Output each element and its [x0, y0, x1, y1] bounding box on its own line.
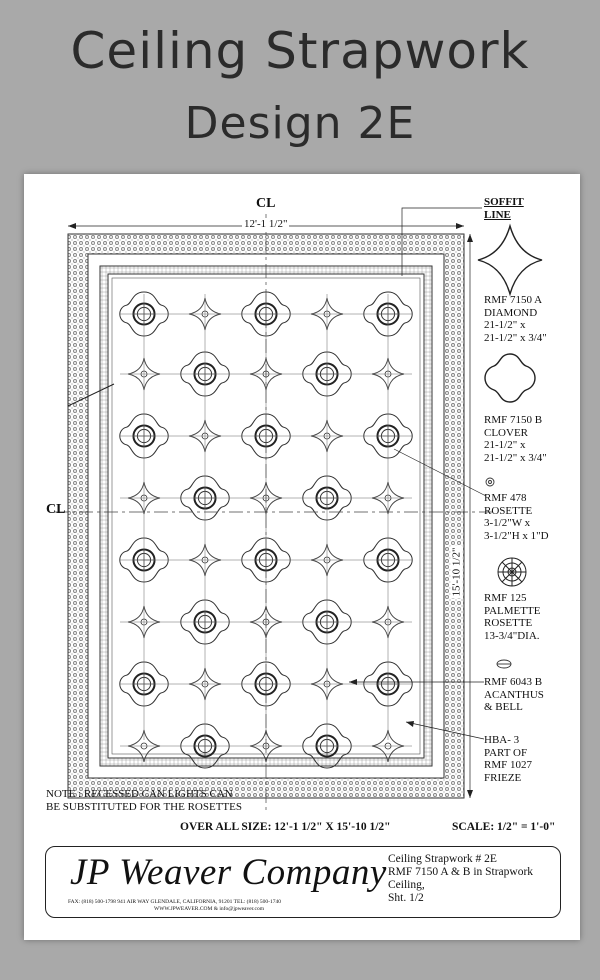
part-spec-frieze: HBA- 3 PART OF RMF 1027 FRIEZE	[484, 734, 532, 784]
palmette-rosette-part-icon	[498, 558, 526, 586]
company-logo: JP Weaver Company	[70, 852, 387, 893]
drawing-sheet	[24, 174, 580, 940]
clover-part-icon	[485, 354, 535, 402]
part-spec-clover: RMF 7150 B CLOVER 21-1/2" x 21-1/2" x 3/4"	[484, 414, 547, 464]
soffit-label-1: SOFFIT	[484, 196, 524, 208]
height-dimension: 15'-10 1/2"	[450, 547, 463, 597]
sheet-info: Ceiling Strapwork # 2E RMF 7150 A & B in Strapwork Ceiling, Sht. 1/2	[388, 853, 534, 904]
width-dimension: 12'-1 1/2"	[244, 218, 288, 230]
part-spec-diamond: RMF 7150 A DIAMOND 21-1/2" x 21-1/2" x 3/4"	[484, 294, 547, 344]
diamond-part-icon	[478, 226, 542, 294]
company-web: WWW.JPWEAVER.COM & info@jpweaver.com	[154, 906, 265, 912]
company-address: FAX: (818) 500-1798 941 AIR WAY GLENDALE, CALIFORNIA, 91201 TEL: (818) 500-1740	[68, 899, 282, 905]
note-line-2: BE SUBSTITUTED FOR THE ROSETTES	[46, 801, 242, 813]
soffit-label-2: LINE	[484, 209, 511, 221]
scale-label: SCALE: 1/2" = 1'-0"	[452, 821, 556, 833]
acanthus-part-icon	[497, 660, 511, 668]
page-subtitle: Design 2E	[184, 98, 416, 149]
overall-size: OVER ALL SIZE: 12'-1 1/2" X 15'-10 1/2"	[180, 821, 391, 833]
part-spec-rosette: RMF 478 ROSETTE 3-1/2"W x 3-1/2"H x 1"D	[484, 492, 549, 542]
part-spec-acanthus: RMF 6043 B ACANTHUS & BELL	[484, 676, 544, 713]
centerline-symbol-top: CL	[256, 196, 276, 211]
title-block	[45, 846, 561, 918]
centerline-symbol-left: CL	[46, 502, 66, 517]
small-rosette-part-icon	[486, 478, 494, 486]
note-line-1: NOTE : RECESSED CAN LIGHTS CAN	[46, 788, 233, 800]
part-spec-palmette: RMF 125 PALMETTE ROSETTE 13-3/4"DIA.	[484, 592, 541, 642]
page-title: Ceiling Strapwork	[70, 22, 530, 80]
